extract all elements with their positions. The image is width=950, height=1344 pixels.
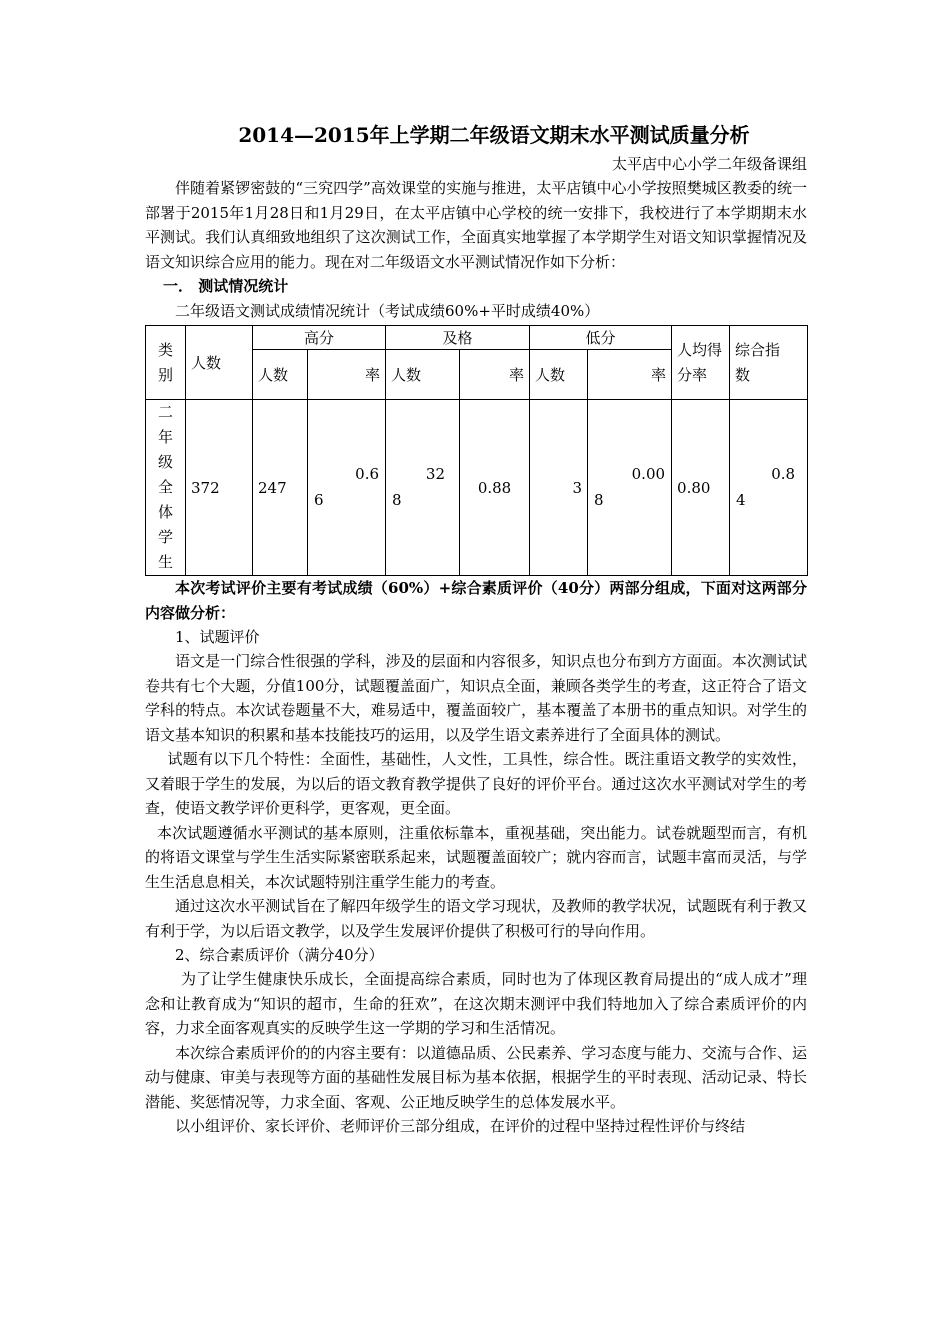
- row-label: 二年级全体学生: [146, 400, 186, 576]
- paragraph-2: 试题有以下几个特性：全面性，基础性，人文性，工具性，综合性。既注重语文教学的实效性，又着眼于学生的发展，为以后的语文教育教学提供了良好的评价平台。通过这次水平测试对学生的考查，使语文教学评价更科学，更客观，更全面。: [145, 750, 807, 817]
- paragraph-7: 以小组评价、家长评价、老师评价三部分组成，在评价的过程中坚持过程性评价与终结: [175, 1117, 746, 1135]
- summary-paragraph: 本次考试评价主要有考试成绩（60%）+综合素质评价（40分）两部分组成，下面对这两部分内容做分析：: [145, 579, 807, 622]
- intro-paragraph: 伴随着紧锣密鼓的“三究四学”高效课堂的实施与推进，太平店镇中心小学按照樊城区教委的统一部署于2015年1月28日和1月29日，在太平店镇中心学校的统一安排下，我校进行了本学期期末水平测试。我们认真细致地组织了这次测试工作，全面真实地掌握了本学期学生对语文知识掌握情况及语文知识综合应用的能力。现在对二年级语文水平测试情况作如下分析：: [145, 179, 807, 271]
- document-title: 2014—2015年上学期二年级语文期末水平测试质量分析: [238, 123, 750, 147]
- subheader-high-rate: 率: [308, 350, 386, 400]
- cell-low-rate: 0.00 8: [588, 400, 672, 576]
- header-low: 低分: [530, 326, 672, 350]
- header-avg-rate: 人均得分率: [672, 326, 730, 400]
- cell-high-rate: 0.6 6: [308, 400, 386, 576]
- cell-pass-rate: 0.88: [460, 400, 530, 576]
- cell-high-count: 247: [253, 400, 308, 576]
- paragraph-5: 为了让学生健康快乐成长，全面提高综合素质，同时也为了体现区教育局提出的“成人成才”理念和让教育成为“知识的超市，生命的狂欢”，在这次期末测评中我们特地加入了综合素质评价的内容，力求全面客观真实的反映学生这一学期的学习和生活情况。: [145, 970, 807, 1037]
- subsection-heading-1: 1、试题评价: [175, 628, 260, 646]
- subheader-pass-rate: 率: [460, 350, 530, 400]
- subsection-heading-2: 2、综合素质评价（满分40分）: [175, 946, 384, 964]
- header-count: 人数: [186, 326, 253, 400]
- table-header-row: [146, 326, 808, 350]
- header-category: 类别: [146, 326, 186, 400]
- subheader-high-count: 人数: [253, 350, 308, 400]
- subheader-low-rate: 率: [588, 350, 672, 400]
- document-author: 太平店中心小学二年级备课组: [611, 155, 807, 173]
- header-pass: 及格: [386, 326, 530, 350]
- table-row: [146, 400, 808, 576]
- subheader-pass-count: 人数: [386, 350, 460, 400]
- header-high: 高分: [253, 326, 386, 350]
- subheader-low-count: 人数: [530, 350, 588, 400]
- paragraph-3: 本次试题遵循水平测试的基本原则，注重依标靠本，重视基础，突出能力。试卷就题型而言，有机的将语文课堂与学生生活实际紧密联系起来，试题覆盖面较广；就内容而言，试题丰富而灵活，与学生生活息息相关，本次试题特别注重学生能力的考查。: [145, 823, 807, 891]
- cell-avg-rate: 0.80: [672, 400, 730, 576]
- cell-index: 0.8 4: [730, 400, 808, 576]
- cell-low-count: 3: [530, 400, 588, 576]
- section-heading-1: 一． 测试情况统计: [163, 277, 289, 295]
- paragraph-1: 语文是一门综合性很强的学科，涉及的层面和内容很多，知识点也分布到方方面面。本次测试试卷共有七个大题，分值100分，试题覆盖面广，知识点全面，兼顾各类学生的考查，这正符合了语文学科的特点。本次试卷题量不大，难易适中，覆盖面较广，基本覆盖了本册书的重点知识。对学生的语文基本知识的积累和基本技能技巧的运用，以及学生语文素养进行了全面具体的测试。: [145, 652, 807, 744]
- score-statistics-table: [145, 325, 808, 576]
- table-caption: 二年级语文测试成绩情况统计（考试成绩60%+平时成绩40%）: [175, 302, 600, 320]
- cell-total: 372: [186, 400, 253, 576]
- document-body: [145, 118, 807, 1139]
- paragraph-4: 通过这次水平测试旨在了解四年级学生的语文学习现状，及教师的教学状况，试题既有利于教又有利于学，为以后语文教学，以及学生发展评价提供了积极可行的导向作用。: [145, 897, 807, 940]
- paragraph-6: 本次综合素质评价的的内容主要有：以道德品质、公民素养、学习态度与能力、交流与合作、运动与健康、审美与表现等方面的基础性发展目标为基本依据，根据学生的平时表现、活动记录、特长潜能、奖惩情况等，力求全面、客观、公正地反映学生的总体发展水平。: [145, 1043, 807, 1111]
- cell-pass-count: 32 8: [386, 400, 460, 576]
- header-index: 综合指数: [730, 326, 808, 400]
